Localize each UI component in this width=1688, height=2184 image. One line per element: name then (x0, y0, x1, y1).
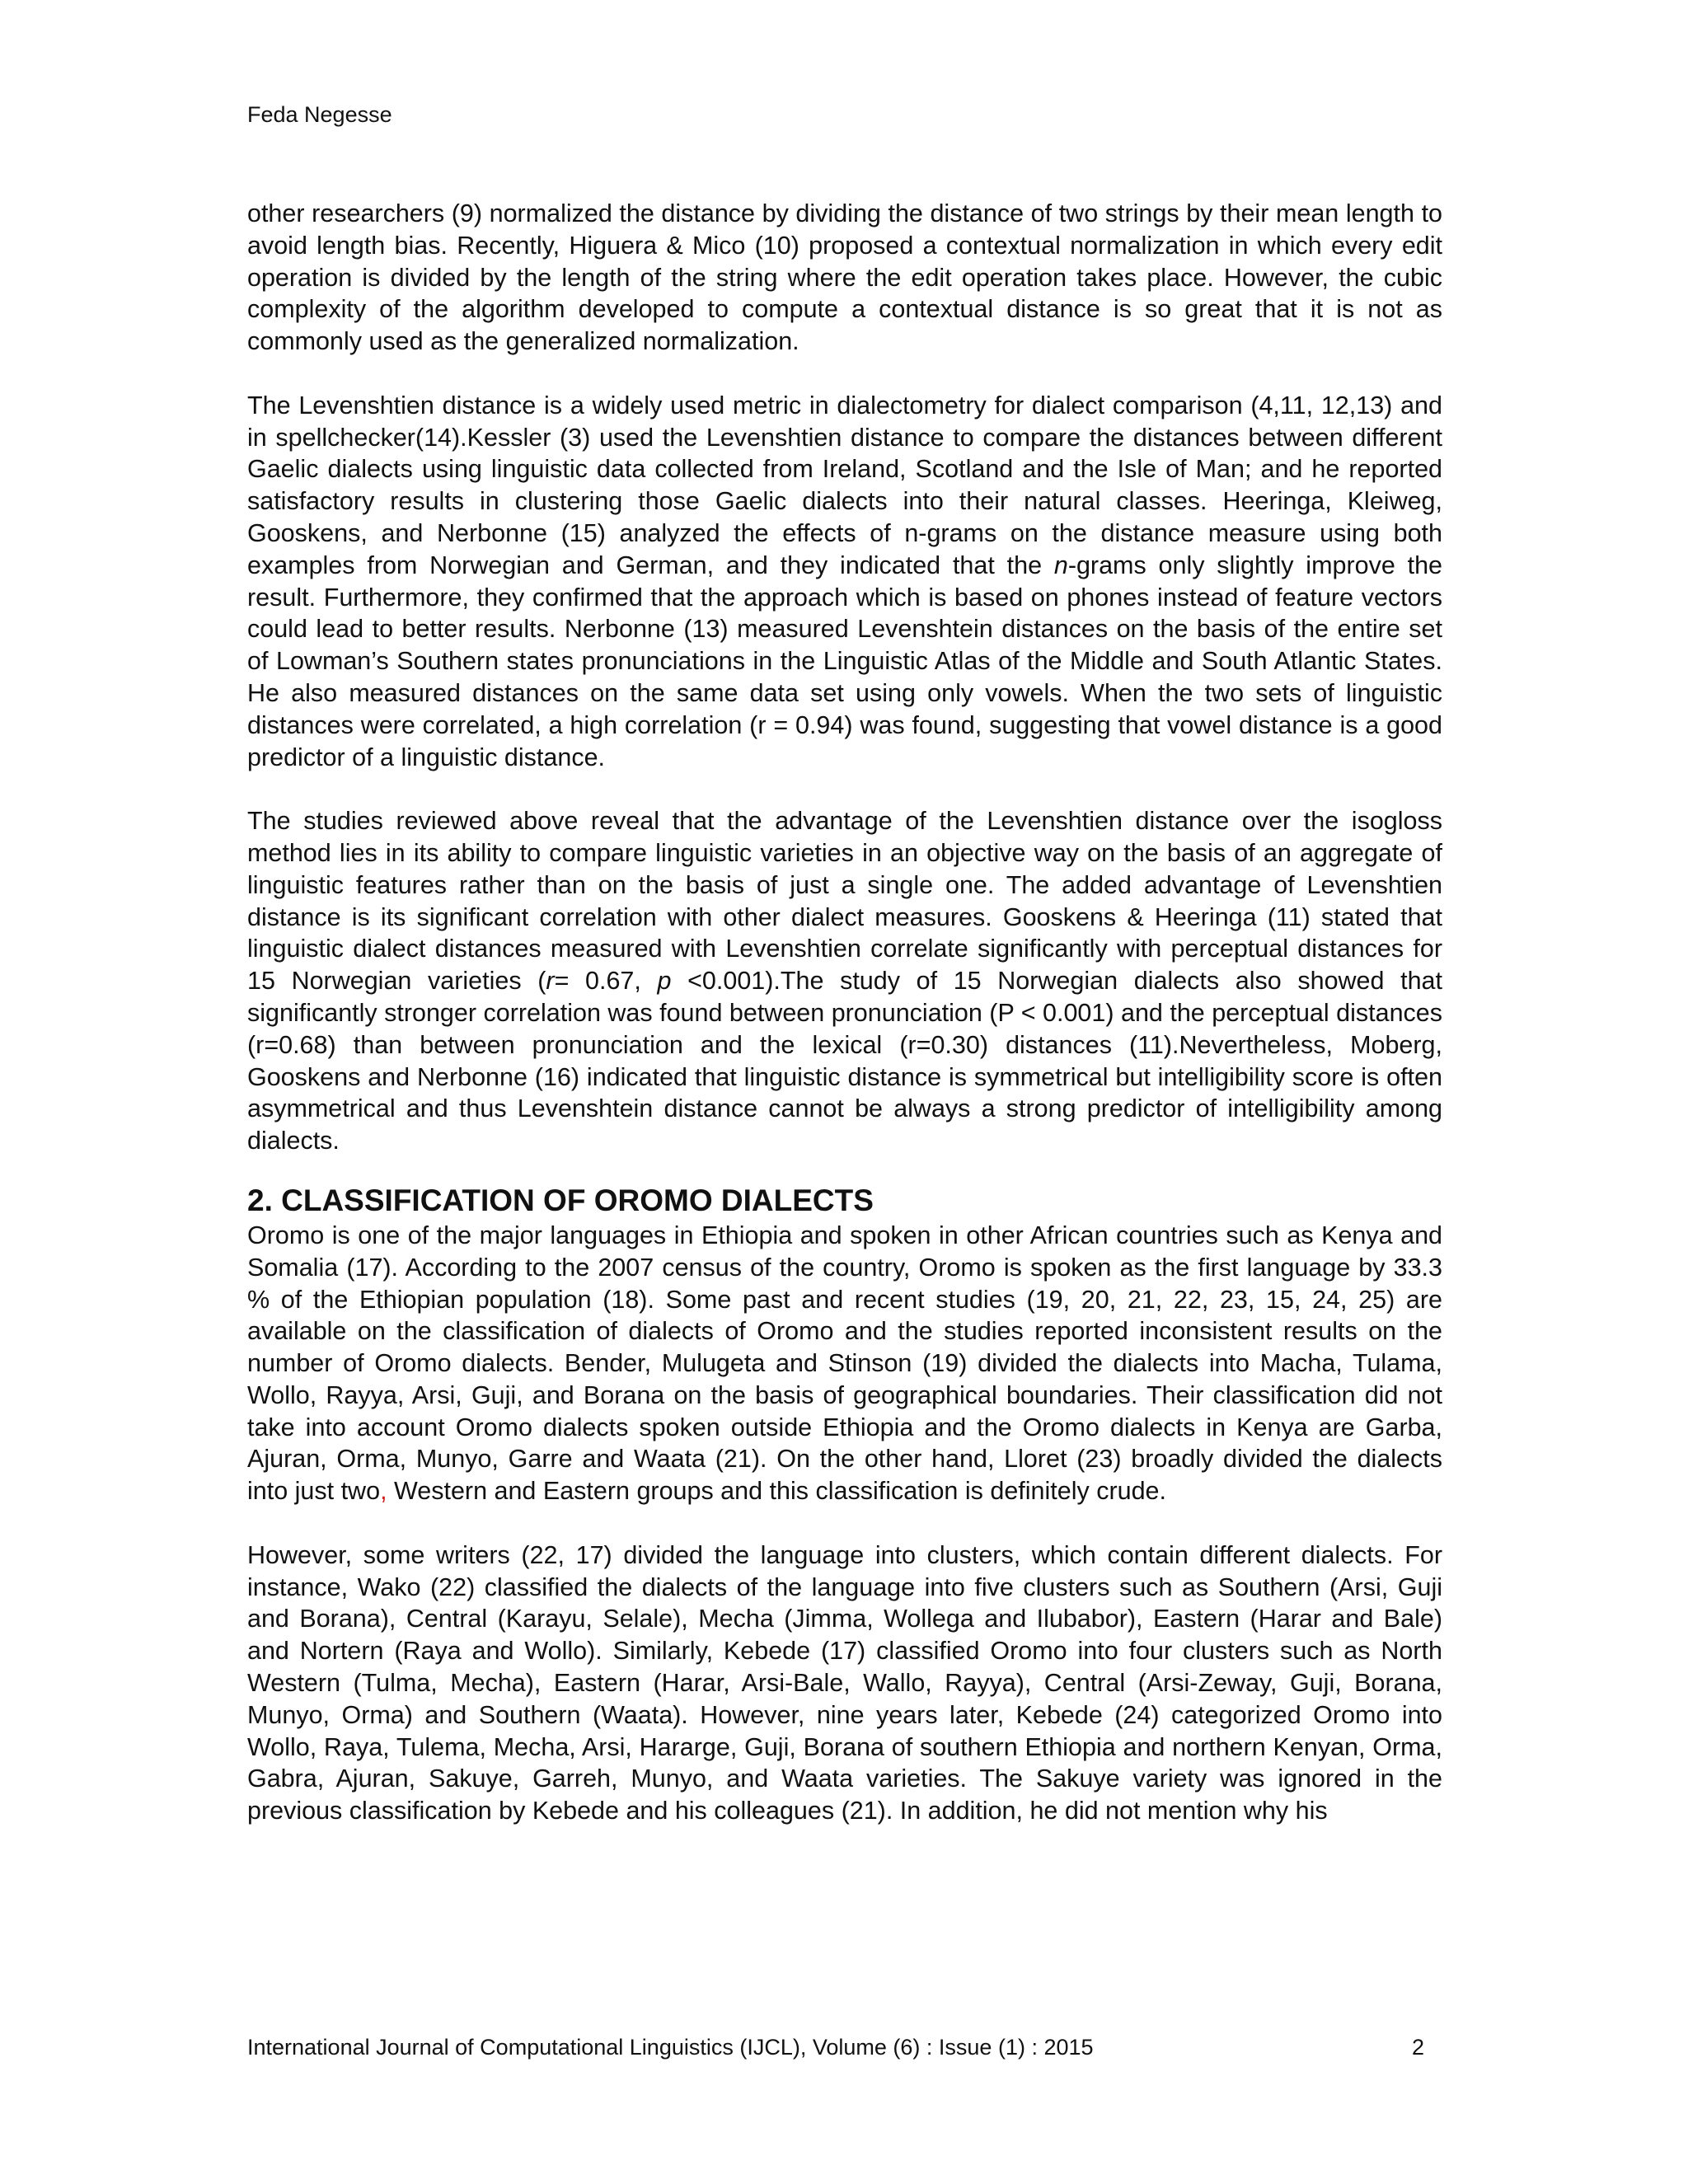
section-heading: 2. CLASSIFICATION OF OROMO DIALECTS (247, 1183, 874, 1217)
paragraph-text: <0.001).The study of 15 Norwegian dialects also showed that significantly stronger correlation was found between pronunciation (P < 0.001) and the perceptual distances (r=0.68) than between pronunciation and the lexical (r=0.30) distances (11).Nevertheless, Moberg, Gooskens and Nerbonne (16) indicated that linguistic distance is symmetrical but intelligibility score is often asymmetrical and thus Levenshtein distance cannot be always a strong predictor of intelligibility among dialects. (247, 967, 1442, 1155)
paragraph-text: The studies reviewed above reveal that the advantage of the Levenshtien distance over the isogloss method lies in its ability to compare linguistic varieties in an objective way on the basis of an aggregate of linguistic features rather than on the basis of just a single one. The added advantage of Levenshtien distance is its significant correlation with other dialect measures. Gooskens & Heeringa (11) stated that linguistic dialect distances measured with Levenshtien correlate significantly with perceptual distances for 15 Norwegian varieties ( (247, 807, 1442, 996)
italic-term: n (1053, 551, 1068, 579)
paragraph-text: Western and Eastern groups and this classification is definitely crude. (387, 1477, 1166, 1506)
paragraph-studies-reviewed (247, 805, 1442, 1157)
paragraph-levenshtien-metric (247, 390, 1442, 774)
paragraph-clusters: However, some writers (22, 17) divided the language into clusters, which contain different dialects. For instance, Wako (22) classified the dialects of the language into five clusters such as Southern (Arsi, Guji and Borana), Central (Karayu, Selale), Mecha (Jimma, Wollega and Ilubabor), Eastern (Harar and Bale) and Nortern (Raya and Wollo). Similarly, Kebede (17) classified Oromo into four clusters such as North Western (Tulma, Mecha), Eastern (Harar, Arsi-Bale, Wallo, Rayya), Central (Arsi-Zeway, Guji, Borana, Munyo, Orma) and Southern (Waata). However, nine years later, Kebede (24) categorized Oromo into Wollo, Raya, Tulema, Mecha, Arsi, Hararge, Guji, Borana of southern Ethiopia and northern Kenyan, Orma, Gabra, Ajuran, Sakuye, Garreh, Munyo, and Waata varieties. The Sakuye variety was ignored in the previous classification by Kebede and his colleagues (21). In addition, he did not mention why his (247, 1540, 1442, 1825)
footer-journal-citation: International Journal of Computational Linguistics (IJCL), Volume (6) : Issue (1) : 2015 (247, 2035, 1094, 2060)
paragraph-text: = 0.67, (554, 967, 658, 996)
running-header-author: Feda Negesse (247, 102, 392, 127)
paragraph-text: Oromo is one of the major languages in Ethiopia and spoken in other African countries such as Kenya and Somalia (17). According to the 2007 census of the country, Oromo is spoken as the first language by 33.3 % of the Ethiopian population (18). Some past and recent studies (19, 20, 21, 22, 23, 15, 24, 25) are available on the classification of dialects of Oromo and the studies reported inconsistent results on the number of Oromo dialects. Bender, Mulugeta and Stinson (19) divided the dialects into Macha, Tulama, Wollo, Rayya, Arsi, Guji, and Borana on the basis of geographical boundaries. Their classification did not take into account Oromo dialects spoken outside Ethiopia and the Oromo dialects in Kenya are Garba, Ajuran, Orma, Munyo, Garre and Waata (21). On the other hand, Lloret (23) broadly divided the dialects into just two (247, 1221, 1442, 1506)
paragraph-text: -grams only slightly improve the result. Furthermore, they confirmed that the approach which is based on phones instead of feature vectors could lead to better results. Nerbonne (13) measured Levenshtein distances on the basis of the entire set of Lowman’s Southern states pronunciations in the Linguistic Atlas of the Middle and South Atlantic States. He also measured distances on the same data set using only vowels. When the two sets of linguistic distances were correlated, a high correlation (r = 0.94) was found, suggesting that vowel distance is a good predictor of a linguistic distance. (247, 551, 1442, 771)
italic-symbol: r (546, 967, 555, 996)
highlighted-comma: , (380, 1477, 387, 1506)
paragraph-normalization: other researchers (9) normalized the distance by dividing the distance of two strings by their mean length to avoid length bias. Recently, Higuera & Mico (10) proposed a contextual normalization in which every edit operation is divided by the length of the string where the edit operation takes place. However, the cubic complexity of the algorithm developed to compute a contextual distance is so great that it is not as commonly used as the generalized normalization. (247, 199, 1442, 356)
paragraph-text: The Levenshtien distance is a widely used metric in dialectometry for dialect comparison (4,11, 12,13) and in spellchecker(14).Kessler (3) used the Levenshtien distance to compare the distances between different Gaelic dialects using linguistic data collected from Ireland, Scotland and the Isle of Man; and he reported satisfactory results in clustering those Gaelic dialects into their natural classes. Heeringa, Kleiweg, Gooskens, and Nerbonne (15) analyzed the effects of n-grams on the distance measure using both examples from Norwegian and German, and they indicated that the (247, 391, 1442, 579)
paragraph-oromo-overview (247, 1220, 1442, 1507)
italic-symbol: p (657, 967, 672, 996)
footer-page-number: 2 (1412, 2035, 1425, 2060)
page-body (247, 198, 1442, 1827)
